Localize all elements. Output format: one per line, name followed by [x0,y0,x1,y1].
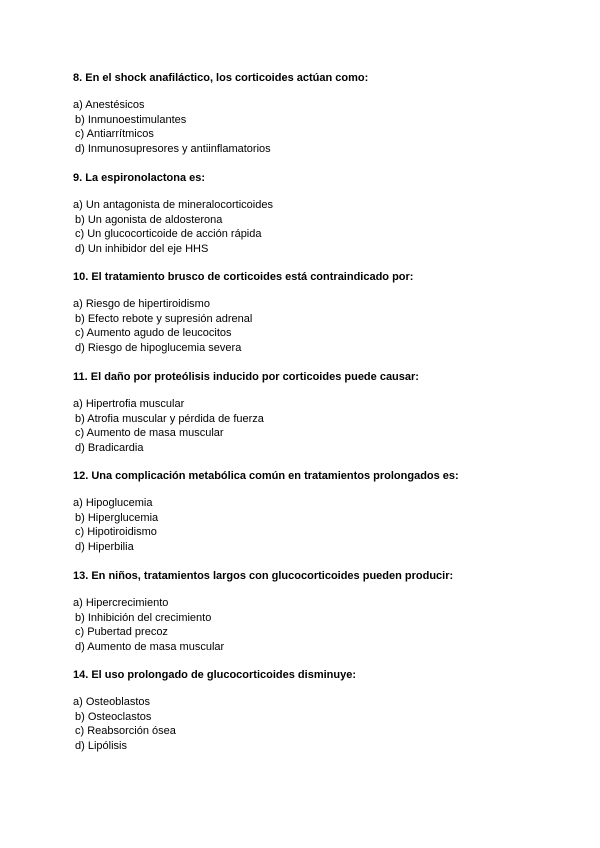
option-b: b) Hiperglucemia [75,511,159,524]
question-9 [73,171,543,257]
option-b: b) Inmunoestimulantes [75,113,187,126]
option-d: d) Hiperbilia [75,541,134,554]
option-d: d) Riesgo de hipoglucemia severa [75,342,242,355]
option-a: a) Un antagonista de mineralocorticoides [73,199,273,211]
option-b: b) Osteoclastos [75,710,152,723]
option-list [73,198,543,257]
option-d: d) Inmunosupresores y antiinflamatorios [75,143,271,156]
option-b: b) Atrofia muscular y pérdida de fuerza [75,412,264,425]
option-list [73,397,543,456]
option-b: b) Efecto rebote y supresión adrenal [75,312,253,325]
option-d: d) Aumento de masa muscular [75,641,225,654]
option-a: a) Hipertrofia muscular [73,398,185,410]
option-list [73,98,543,157]
question-title: 11. El daño por proteólisis inducido por corticoides puede causar: [73,371,419,383]
option-list [73,695,543,754]
option-a: a) Riesgo de hipertiroidismo [73,298,210,310]
option-c: c) Un glucocorticoide de acción rápida [75,228,262,241]
option-c: c) Aumento de masa muscular [75,427,224,440]
question-14 [73,668,543,754]
option-c: c) Aumento agudo de leucocitos [75,327,232,340]
option-b: b) Un agonista de aldosterona [75,213,223,226]
option-c: c) Hipotiroidismo [75,526,157,539]
option-a: a) Osteoblastos [73,696,151,708]
option-list [73,297,543,356]
question-12 [73,469,543,555]
option-list [73,496,543,555]
option-c: c) Antiarrítmicos [75,128,154,141]
option-a: a) Hipercrecimiento [73,597,169,609]
option-d: d) Un inhibidor del eje HHS [75,243,209,256]
option-c: c) Pubertad precoz [75,626,168,639]
option-d: d) Bradicardia [75,442,144,455]
question-title: 13. En niños, tratamientos largos con glucocorticoides pueden producir: [73,570,454,582]
question-8 [73,71,543,157]
option-a: a) Anestésicos [73,99,145,111]
option-c: c) Reabsorción ósea [75,725,176,738]
question-title: 8. En el shock anafiláctico, los corticoides actúan como: [73,72,369,84]
question-title: 9. La espironolactona es: [73,172,206,184]
question-title: 14. El uso prolongado de glucocorticoides disminuye: [73,669,356,681]
question-title: 12. Una complicación metabólica común en tratamientos prolongados es: [73,470,459,482]
question-10 [73,270,543,356]
question-11 [73,370,543,456]
question-title: 10. El tratamiento brusco de corticoides está contraindicado por: [73,271,414,283]
option-d: d) Lipólisis [75,740,127,753]
option-list [73,596,543,655]
option-a: a) Hipoglucemia [73,497,153,509]
question-13 [73,569,543,655]
option-b: b) Inhibición del crecimiento [75,611,212,624]
